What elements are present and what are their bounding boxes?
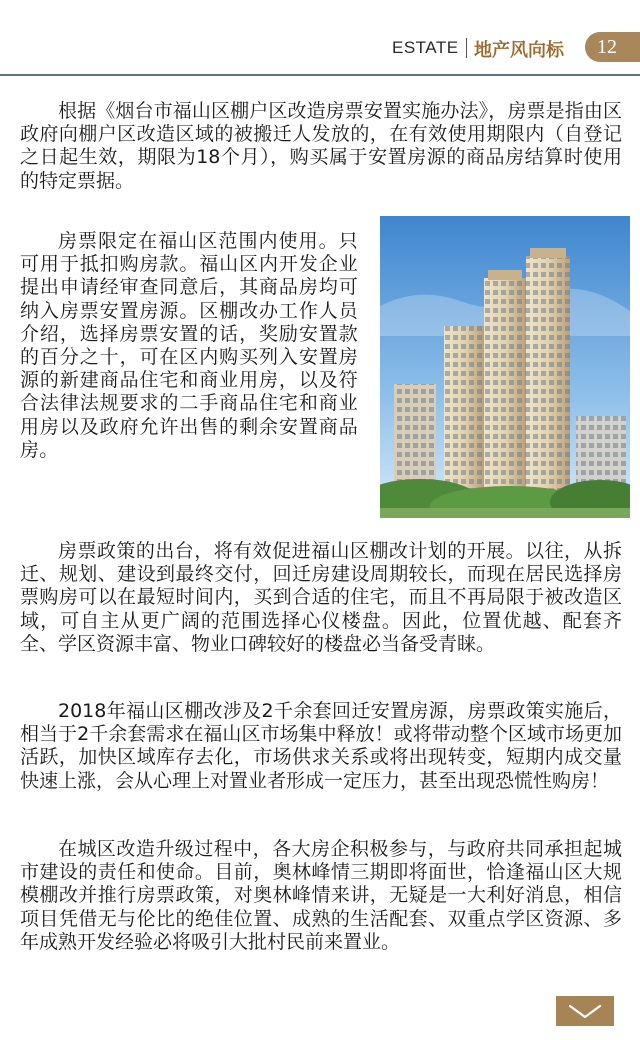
article-paragraph-1: 根据《烟台市福山区棚户区改造房票安置实施办法》，房票是指由区政府向棚户区改造区域的被搬迁人发放的，在有效使用期限内（自登记之日起生效，期限为18个月），购买属于安置房源的商品房结算时使用的特定票据。 [20, 100, 622, 192]
header-rule [0, 74, 640, 76]
section-label-en: ESTATE [392, 38, 459, 57]
article-paragraph-3: 房票政策的出台，将有效促进福山区棚改计划的开展。以往，从拆迁、规划、建设到最终交付，回迁房建设周期较长，而现在居民选择房票购房可以在最短时间内，买到合适的住宅，而且不再局限于被改造区域，可自主从更广阔的范围选择心仪楼盘。因此，位置优越、配套齐全、学区资源丰富、物业口碑较好的楼盘必当备受青睐。 [20, 540, 622, 655]
header-divider [466, 38, 467, 58]
section-label-cn: 地产风向标 [474, 40, 564, 61]
page-number-badge: 12 [585, 32, 640, 62]
article-paragraph-2: 房票限定在福山区范围内使用。只可用于抵扣购房款。福山区内开发企业提出申请经审查同意后，其商品房均可纳入房票安置房源。区棚改办工作人员介绍，选择房票安置的话，奖励安置款的百分之十，可在区内购买列入安置房源的新建商品住宅和商业用房，以及符合法律法规要求的二手商品住宅和商业用房以及政府允许出售的剩余安置商品房。 [20, 230, 358, 461]
chevron-down-icon [556, 996, 614, 1026]
article-paragraph-5: 在城区改造升级过程中，各大房企积极参与，与政府共同承担起城市建设的责任和使命。目前，奥林峰情三期即将面世，恰逢福山区大规模棚改并推行房票政策，对奥林峰情来讲，无疑是一大利好消息，相信项目凭借无与伦比的绝佳位置、成熟的生活配套、双重点学区资源、多年成熟开发经验必将吸引大批村民前来置业。 [20, 838, 622, 953]
building-photo [380, 216, 630, 518]
article-paragraph-4: 2018年福山区棚改涉及2千余套回迁安置房源，房票政策实施后，相当于2千余套需求在福山区市场集中释放！或将带动整个区域市场更加活跃，加快区域库存去化，市场供求关系或将出现转变，短期内成交量快速上涨，会从心理上对置业者形成一定压力，甚至出现恐慌性购房！ [20, 700, 622, 792]
page-header [0, 0, 640, 76]
next-page-button[interactable] [556, 996, 614, 1026]
